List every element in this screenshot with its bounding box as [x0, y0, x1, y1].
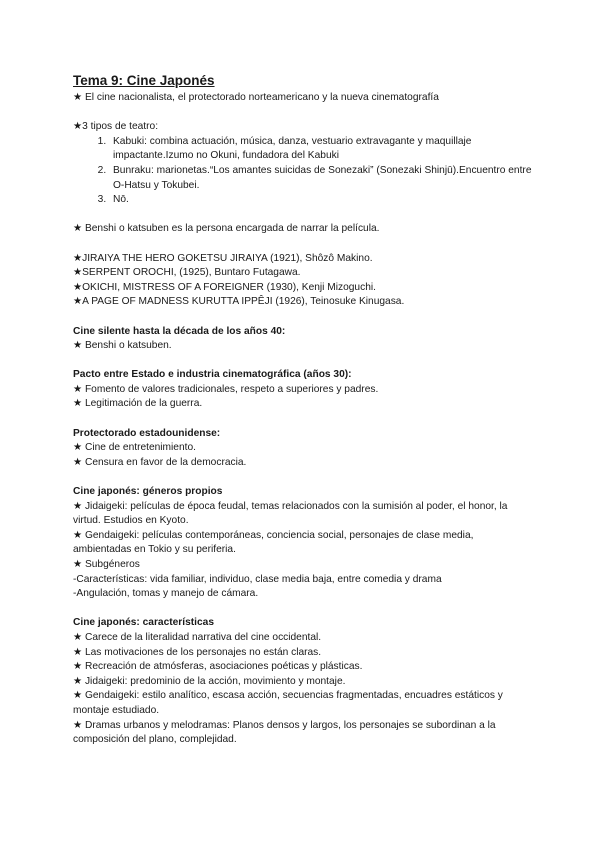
- section-heading: Cine japonés: géneros propios: [73, 486, 223, 498]
- section-line: ★ Subgéneros: [73, 559, 140, 570]
- section-line: ★ Fomento de valores tradicionales, respeto a superiores y padres.: [73, 383, 379, 395]
- section-line: ★ Jidaigeki: predominio de la acción, movimiento y montaje.: [73, 675, 346, 687]
- teatro-heading: ★3 tipos de teatro:: [73, 121, 159, 133]
- section-line: ★ Recreación de atmósferas, asociaciones poéticas y plásticas.: [73, 661, 363, 673]
- list-item: 2. Bunraku: marionetas.“Los amantes suicidas de Sonezaki” (Sonezaki Shinjū).Encuentro entre O-Hatsu y Tokubei.: [109, 164, 533, 193]
- section-line: ★ Gendaigeki: películas contemporáneas, conciencia social, personajes de clase media, ambientadas en Tokio y su periferia.: [73, 529, 474, 556]
- film-item: ★A PAGE OF MADNESS KURUTTA IPPÊJI (1926), Teinosuke Kinugasa.: [73, 296, 405, 308]
- teatro-list: [73, 135, 533, 208]
- section-heading: Protectorado estadounidense:: [73, 427, 221, 439]
- document-page: [73, 72, 533, 748]
- section-line: ★ Las motivaciones de los personajes no están claras.: [73, 646, 322, 658]
- section-heading: Cine silente hasta la década de los años 40:: [73, 325, 286, 337]
- section-line: ★ Dramas urbanos y melodramas: Planos densos y largos, los personajes se subordinan a la composición del plano, complejidad.: [73, 719, 496, 746]
- section-line: ★ Gendaigeki: estilo analítico, escasa acción, secuencias fragmentadas, encuadres estáticos y montaje estudiado.: [73, 690, 503, 716]
- intro-line: ★ El cine nacionalista, el protectorado norteamericano y la nueva cinematografía: [73, 92, 439, 103]
- section-heading: Pacto entre Estado e industria cinematográfica (años 30):: [73, 369, 352, 381]
- section-heading: Cine japonés: características: [73, 617, 214, 629]
- section-line: ★ Legitimación de la guerra.: [73, 398, 203, 410]
- list-item: 1. Kabuki: combina actuación, música, danza, vestuario extravagante y maquillaje impactante.Izumo no Okuni, fundadora del Kabuki: [109, 135, 533, 164]
- section-line: ★ Benshi o katsuben.: [73, 340, 172, 352]
- list-item: 3. Nō.: [109, 193, 533, 208]
- section-line: ★ Censura en favor de la democracia.: [73, 456, 247, 468]
- section-line: -Angulación, tomas y manejo de cámara.: [73, 588, 259, 600]
- section-line: ★ Carece de la literalidad narrativa del cine occidental.: [73, 631, 322, 643]
- section-line: ★ Jidaigeki: películas de época feudal, temas relacionados con la sumisión al poder, el honor, la virtud. Estudios en Kyoto.: [73, 500, 508, 527]
- film-item: ★JIRAIYA THE HERO GOKETSU JIRAIYA (1921), Shôzô Makino.: [73, 252, 373, 264]
- page-title: Tema 9: Cine Japonés: [73, 73, 215, 88]
- section-line: ★ Cine de entretenimiento.: [73, 442, 196, 454]
- benshi-line: ★ Benshi o katsuben es la persona encargada de narrar la película.: [73, 223, 380, 235]
- film-item: ★OKICHI, MISTRESS OF A FOREIGNER (1930), Kenji Mizoguchi.: [73, 281, 376, 293]
- section-line: -Características: vida familiar, individuo, clase media baja, entre comedia y drama: [73, 573, 442, 585]
- film-item: ★SERPENT OROCHI, (1925), Buntaro Futagawa.: [73, 267, 301, 279]
